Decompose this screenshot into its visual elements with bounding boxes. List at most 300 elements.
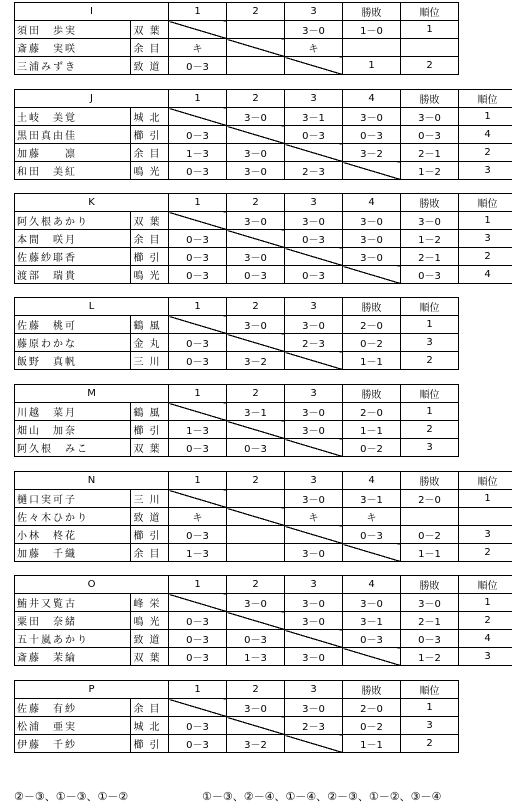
- column-header: 順位: [401, 298, 459, 316]
- win-loss-cell: 0－2: [343, 334, 401, 352]
- column-header: 順位: [459, 472, 512, 490]
- player-club: 双葉: [131, 648, 169, 666]
- self-match-cell: [169, 316, 227, 334]
- group-table: [14, 680, 459, 753]
- group-m: [14, 384, 459, 457]
- self-match-cell: [227, 717, 285, 735]
- player-row: [15, 648, 512, 666]
- match-score-cell: 3－1: [227, 403, 285, 421]
- win-loss-cell: [401, 508, 459, 526]
- match-score-cell: キ: [343, 508, 401, 526]
- match-score-cell: 3－0: [285, 594, 343, 612]
- column-header: 2: [227, 194, 285, 212]
- win-loss-cell: 3－0: [401, 212, 459, 230]
- player-name: 渡部 瑞貴: [15, 266, 131, 284]
- column-header: 1: [169, 385, 227, 403]
- match-score-cell: 0－3: [285, 266, 343, 284]
- player-name: 飯野 真帆: [15, 352, 131, 370]
- column-header: 4: [343, 90, 401, 108]
- column-header: 勝敗: [401, 194, 459, 212]
- win-loss-cell: 1: [343, 57, 401, 75]
- player-name: 阿久根あかり: [15, 212, 131, 230]
- rank-cell: 3: [459, 526, 512, 544]
- player-club: 櫛引: [131, 526, 169, 544]
- rank-cell: 4: [459, 126, 512, 144]
- match-score-cell: キ: [285, 39, 343, 57]
- group-table: [14, 2, 459, 75]
- player-row: [15, 612, 512, 630]
- rank-cell: 1: [401, 403, 459, 421]
- player-name: 五十嵐あかり: [15, 630, 131, 648]
- win-loss-cell: 0－3: [401, 126, 459, 144]
- match-score-cell: 1－3: [169, 544, 227, 562]
- match-score-cell: 3－0: [343, 212, 401, 230]
- group-name: K: [15, 194, 169, 212]
- match-score-cell: 3－1: [285, 108, 343, 126]
- player-club: 鳴光: [131, 266, 169, 284]
- player-name: 加藤 千織: [15, 544, 131, 562]
- match-score-cell: 3－0: [285, 212, 343, 230]
- group-name: M: [15, 385, 169, 403]
- header-row: [15, 681, 459, 699]
- rank-cell: 2: [401, 421, 459, 439]
- match-score-cell: 0－3: [169, 648, 227, 666]
- win-loss-cell: [343, 39, 401, 57]
- player-club: 櫛引: [131, 248, 169, 266]
- match-score-cell: 0－3: [169, 334, 227, 352]
- win-loss-cell: 1－2: [401, 230, 459, 248]
- column-header: 勝敗: [401, 90, 459, 108]
- match-score-cell: 3－0: [227, 108, 285, 126]
- column-header: 4: [343, 472, 401, 490]
- player-club: 三川: [131, 352, 169, 370]
- player-name: 斎藤 実咲: [15, 39, 131, 57]
- player-row: [15, 266, 512, 284]
- player-name: 藤原わかな: [15, 334, 131, 352]
- match-score-cell: 3－0: [227, 212, 285, 230]
- player-row: [15, 630, 512, 648]
- column-header: 順位: [401, 3, 459, 21]
- self-match-cell: [285, 526, 343, 544]
- self-match-cell: [227, 230, 285, 248]
- player-row: [15, 316, 459, 334]
- group-table: [14, 575, 512, 666]
- player-row: [15, 735, 459, 753]
- self-match-cell: [285, 735, 343, 753]
- group-name: J: [15, 90, 169, 108]
- player-club: 致道: [131, 57, 169, 75]
- win-loss-cell: 1－1: [343, 352, 401, 370]
- rank-cell: 3: [401, 717, 459, 735]
- match-score-cell: [227, 544, 285, 562]
- self-match-cell: [169, 403, 227, 421]
- column-header: 3: [285, 385, 343, 403]
- rank-cell: 3: [459, 648, 512, 666]
- self-match-cell: [169, 490, 227, 508]
- player-club: 双葉: [131, 21, 169, 39]
- player-name: 土岐 美覚: [15, 108, 131, 126]
- match-score-cell: 0－3: [169, 735, 227, 753]
- win-loss-cell: 0－2: [401, 526, 459, 544]
- rank-cell: 2: [401, 352, 459, 370]
- win-loss-cell: 2－0: [343, 316, 401, 334]
- column-header: 1: [169, 681, 227, 699]
- column-header: 勝敗: [343, 385, 401, 403]
- match-score-cell: 3－0: [227, 699, 285, 717]
- match-score-cell: 3－0: [285, 544, 343, 562]
- rank-cell: 1: [459, 490, 512, 508]
- match-score-cell: 3－0: [285, 490, 343, 508]
- player-row: [15, 248, 512, 266]
- column-header: 3: [285, 298, 343, 316]
- match-score-cell: 0－3: [169, 57, 227, 75]
- column-header: 順位: [459, 194, 512, 212]
- column-header: 2: [227, 298, 285, 316]
- match-score-cell: 3－0: [285, 421, 343, 439]
- match-score-cell: 0－3: [169, 630, 227, 648]
- match-score-cell: 0－3: [169, 526, 227, 544]
- player-row: [15, 21, 459, 39]
- match-score-cell: 3－0: [343, 248, 401, 266]
- match-score-cell: 3－0: [227, 144, 285, 162]
- column-header: 1: [169, 576, 227, 594]
- group-name: P: [15, 681, 169, 699]
- player-club: 櫛引: [131, 421, 169, 439]
- group-j: [14, 89, 512, 180]
- match-score-cell: 0－3: [169, 162, 227, 180]
- player-club: 致道: [131, 630, 169, 648]
- self-match-cell: [343, 266, 401, 284]
- win-loss-cell: 1－0: [343, 21, 401, 39]
- win-loss-cell: 3－0: [401, 108, 459, 126]
- column-header: 4: [343, 194, 401, 212]
- player-club: 余目: [131, 39, 169, 57]
- match-score-cell: 1－3: [169, 144, 227, 162]
- group-table: [14, 193, 512, 284]
- win-loss-cell: 1－1: [343, 735, 401, 753]
- match-score-cell: 3－0: [285, 699, 343, 717]
- self-match-cell: [227, 612, 285, 630]
- player-row: [15, 526, 512, 544]
- player-row: [15, 212, 512, 230]
- player-name: 加藤 凛: [15, 144, 131, 162]
- match-score-cell: 2－3: [285, 717, 343, 735]
- self-match-cell: [227, 39, 285, 57]
- player-club: 鳴光: [131, 612, 169, 630]
- player-name: 斎藤 茉綸: [15, 648, 131, 666]
- self-match-cell: [169, 594, 227, 612]
- player-club: 三川: [131, 490, 169, 508]
- player-row: [15, 490, 512, 508]
- match-score-cell: 1－3: [169, 421, 227, 439]
- match-score-cell: キ: [169, 508, 227, 526]
- player-name: 伊藤 千紗: [15, 735, 131, 753]
- match-score-cell: 3－0: [285, 316, 343, 334]
- rank-cell: 1: [401, 316, 459, 334]
- rank-cell: 2: [459, 544, 512, 562]
- win-loss-cell: 2－1: [401, 612, 459, 630]
- group-name: L: [15, 298, 169, 316]
- group-table: [14, 89, 512, 180]
- player-club: 鶴風: [131, 403, 169, 421]
- player-name: 小林 柊花: [15, 526, 131, 544]
- column-header: 順位: [401, 385, 459, 403]
- match-score-cell: 2－3: [285, 162, 343, 180]
- header-row: [15, 298, 459, 316]
- self-match-cell: [285, 248, 343, 266]
- rank-cell: 2: [459, 248, 512, 266]
- player-club: 余目: [131, 144, 169, 162]
- self-match-cell: [169, 212, 227, 230]
- player-club: 峰栄: [131, 594, 169, 612]
- player-name: 佐藤 桃可: [15, 316, 131, 334]
- player-name: 鮪井又覧古: [15, 594, 131, 612]
- column-header: 2: [227, 472, 285, 490]
- player-row: [15, 352, 459, 370]
- column-header: 2: [227, 90, 285, 108]
- group-table: [14, 471, 512, 562]
- match-score-cell: 0－3: [343, 526, 401, 544]
- player-club: 余目: [131, 699, 169, 717]
- player-row: [15, 403, 459, 421]
- win-loss-cell: 0－2: [343, 717, 401, 735]
- column-header: 1: [169, 90, 227, 108]
- self-match-cell: [169, 699, 227, 717]
- group-name: N: [15, 472, 169, 490]
- rank-cell: 2: [401, 735, 459, 753]
- match-score-cell: 0－3: [169, 266, 227, 284]
- match-score-cell: 3－0: [343, 230, 401, 248]
- match-score-cell: [227, 21, 285, 39]
- player-name: 三浦みずき: [15, 57, 131, 75]
- match-score-cell: 0－3: [169, 230, 227, 248]
- player-club: 城北: [131, 717, 169, 735]
- column-header: 3: [285, 472, 343, 490]
- match-score-cell: 0－3: [227, 630, 285, 648]
- self-match-cell: [285, 144, 343, 162]
- match-score-cell: 0－3: [169, 248, 227, 266]
- rank-cell: 3: [401, 334, 459, 352]
- group-name: O: [15, 576, 169, 594]
- match-score-cell: 3－2: [343, 144, 401, 162]
- match-score-cell: 3－1: [343, 490, 401, 508]
- win-loss-cell: 0－2: [343, 439, 401, 457]
- group-n: [14, 471, 512, 562]
- group-k: [14, 193, 512, 284]
- rank-cell: [401, 39, 459, 57]
- match-score-cell: 0－3: [169, 439, 227, 457]
- rank-cell: 4: [459, 630, 512, 648]
- match-score-cell: 3－2: [227, 735, 285, 753]
- self-match-cell: [227, 508, 285, 526]
- self-match-cell: [169, 21, 227, 39]
- player-club: 致道: [131, 508, 169, 526]
- header-row: [15, 576, 512, 594]
- player-name: 和田 美紅: [15, 162, 131, 180]
- header-row: [15, 385, 459, 403]
- win-loss-cell: 2－1: [401, 144, 459, 162]
- player-row: [15, 230, 512, 248]
- player-club: 鶴風: [131, 316, 169, 334]
- self-match-cell: [343, 648, 401, 666]
- column-header: 1: [169, 194, 227, 212]
- match-score-cell: 3－0: [343, 594, 401, 612]
- win-loss-cell: 2－1: [401, 248, 459, 266]
- self-match-cell: [285, 352, 343, 370]
- self-match-cell: [227, 126, 285, 144]
- column-header: 4: [343, 576, 401, 594]
- player-row: [15, 334, 459, 352]
- column-header: 順位: [459, 90, 512, 108]
- column-header: 3: [285, 681, 343, 699]
- player-club: 金丸: [131, 334, 169, 352]
- player-row: [15, 57, 459, 75]
- player-row: [15, 594, 512, 612]
- column-header: 勝敗: [401, 576, 459, 594]
- player-row: [15, 162, 512, 180]
- match-score-cell: 0－3: [227, 266, 285, 284]
- match-score-cell: 0－3: [169, 612, 227, 630]
- self-match-cell: [227, 421, 285, 439]
- match-score-cell: [227, 526, 285, 544]
- match-score-cell: 1－3: [227, 648, 285, 666]
- rank-cell: 3: [459, 230, 512, 248]
- match-score-cell: 0－3: [343, 126, 401, 144]
- group-l: [14, 297, 459, 370]
- match-score-cell: 3－0: [227, 162, 285, 180]
- player-club: 余目: [131, 544, 169, 562]
- player-name: 本間 咲月: [15, 230, 131, 248]
- win-loss-cell: 1－1: [343, 421, 401, 439]
- match-score-cell: 3－0: [343, 108, 401, 126]
- rank-cell: 1: [401, 21, 459, 39]
- column-header: 2: [227, 385, 285, 403]
- win-loss-cell: 2－0: [343, 403, 401, 421]
- win-loss-cell: 3－0: [401, 594, 459, 612]
- group-name: I: [15, 3, 169, 21]
- self-match-cell: [285, 57, 343, 75]
- self-match-cell: [343, 162, 401, 180]
- player-name: 佐藤紗耶香: [15, 248, 131, 266]
- player-name: 松浦 亜実: [15, 717, 131, 735]
- match-score-cell: 0－3: [227, 439, 285, 457]
- column-header: 勝敗: [401, 472, 459, 490]
- player-row: [15, 439, 459, 457]
- player-name: 樋口実可子: [15, 490, 131, 508]
- player-club: 双葉: [131, 439, 169, 457]
- match-score-cell: 0－3: [169, 126, 227, 144]
- group-table: [14, 297, 459, 370]
- group-p: [14, 680, 459, 753]
- player-row: [15, 39, 459, 57]
- column-header: 勝敗: [343, 681, 401, 699]
- header-row: [15, 194, 512, 212]
- match-score-cell: 3－0: [285, 648, 343, 666]
- player-club: 余目: [131, 230, 169, 248]
- player-row: [15, 508, 512, 526]
- column-header: 1: [169, 472, 227, 490]
- column-header: 順位: [459, 576, 512, 594]
- group-i: [14, 2, 459, 75]
- player-row: [15, 144, 512, 162]
- player-row: [15, 544, 512, 562]
- column-header: 2: [227, 3, 285, 21]
- column-header: 勝敗: [343, 298, 401, 316]
- header-row: [15, 90, 512, 108]
- match-score-cell: 3－0: [285, 403, 343, 421]
- win-loss-cell: 1－1: [401, 544, 459, 562]
- self-match-cell: [169, 108, 227, 126]
- match-score-cell: 3－1: [343, 612, 401, 630]
- player-club: 櫛引: [131, 735, 169, 753]
- column-header: 3: [285, 3, 343, 21]
- player-row: [15, 126, 512, 144]
- player-name: 黒田真由佳: [15, 126, 131, 144]
- win-loss-cell: 2－0: [401, 490, 459, 508]
- column-header: 2: [227, 681, 285, 699]
- match-score-cell: 3－0: [285, 21, 343, 39]
- self-match-cell: [227, 334, 285, 352]
- column-header: 3: [285, 576, 343, 594]
- header-row: [15, 3, 459, 21]
- player-name: 阿久根 みこ: [15, 439, 131, 457]
- win-loss-cell: 0－3: [401, 266, 459, 284]
- win-loss-cell: 1－2: [401, 162, 459, 180]
- column-header: 2: [227, 576, 285, 594]
- win-loss-cell: 0－3: [401, 630, 459, 648]
- match-score-cell: キ: [169, 39, 227, 57]
- match-order-4: ①－③、②－④、①－④、②－③、①－②、③－④: [202, 790, 442, 803]
- rank-cell: 1: [459, 212, 512, 230]
- win-loss-cell: 2－0: [343, 699, 401, 717]
- player-row: [15, 108, 512, 126]
- match-score-cell: 3－2: [227, 352, 285, 370]
- self-match-cell: [285, 630, 343, 648]
- player-club: 鳴光: [131, 162, 169, 180]
- match-score-cell: 3－0: [285, 612, 343, 630]
- rank-cell: 2: [459, 612, 512, 630]
- self-match-cell: [343, 544, 401, 562]
- match-score-cell: 3－0: [227, 594, 285, 612]
- rank-cell: 4: [459, 266, 512, 284]
- player-row: [15, 717, 459, 735]
- match-score-cell: 0－3: [285, 126, 343, 144]
- match-score-cell: [227, 490, 285, 508]
- rank-cell: [459, 508, 512, 526]
- group-o: [14, 575, 512, 666]
- match-order-3: ②－③、①－③、①－②: [14, 790, 129, 803]
- player-club: 双葉: [131, 212, 169, 230]
- column-header: 順位: [401, 681, 459, 699]
- column-header: 3: [285, 90, 343, 108]
- match-score-cell: [227, 57, 285, 75]
- header-row: [15, 472, 512, 490]
- rank-cell: 1: [459, 594, 512, 612]
- player-row: [15, 699, 459, 717]
- self-match-cell: [285, 439, 343, 457]
- column-header: 勝敗: [343, 3, 401, 21]
- match-score-cell: 0－3: [285, 230, 343, 248]
- player-club: 城北: [131, 108, 169, 126]
- column-header: 3: [285, 194, 343, 212]
- rank-cell: 3: [459, 162, 512, 180]
- match-score-cell: 3－0: [227, 316, 285, 334]
- match-score-cell: 0－3: [169, 717, 227, 735]
- match-score-cell: 0－3: [169, 352, 227, 370]
- rank-cell: 2: [401, 57, 459, 75]
- player-row: [15, 421, 459, 439]
- player-name: 粟田 奈緒: [15, 612, 131, 630]
